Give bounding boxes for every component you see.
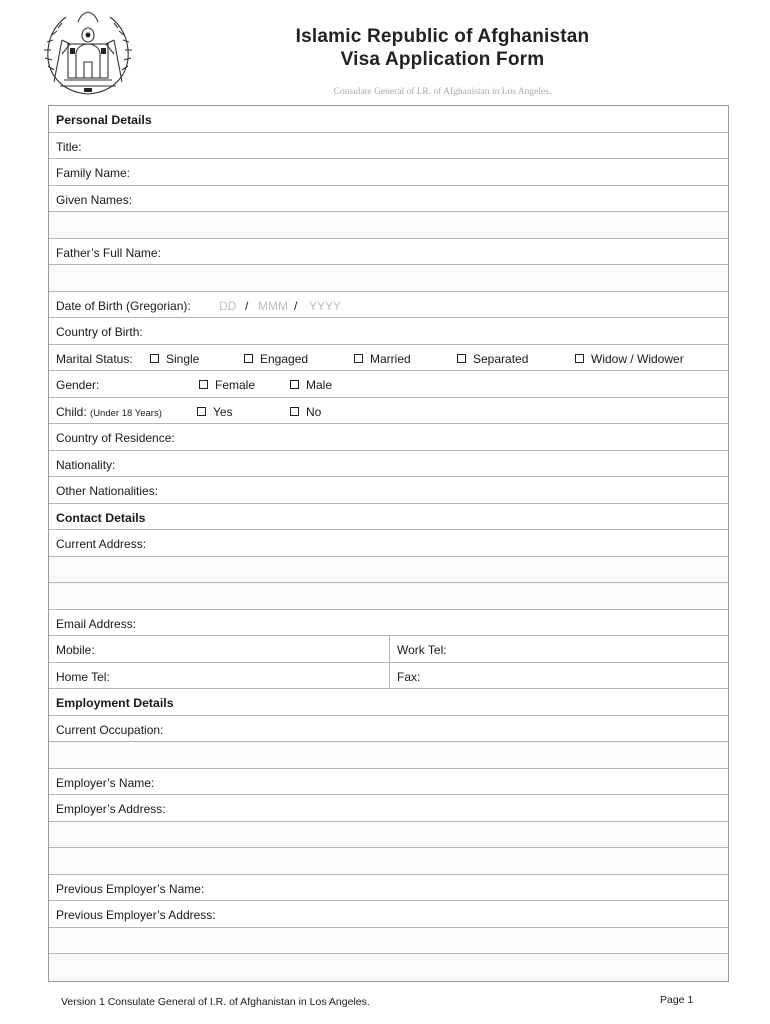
field-label: Family Name: (56, 166, 131, 180)
checkbox[interactable] (290, 380, 299, 389)
field-label: Current Address: (56, 537, 147, 551)
footer-version: Version 1 Consulate General of I.R. of Afghanistan in Los Angeles. (61, 996, 370, 1008)
section-contact-details (49, 504, 728, 531)
other-nationalities-field[interactable] (49, 477, 728, 504)
mobile-field[interactable]: Mobile: (56, 643, 95, 657)
father-name-continuation[interactable] (49, 265, 728, 292)
form-subtitle: Visa Application Form (340, 49, 545, 70)
checkbox[interactable] (150, 354, 159, 363)
dob-separator: / (245, 298, 249, 313)
dob-day-placeholder: DD (219, 298, 237, 313)
marital-option-separated[interactable]: Separated (457, 352, 528, 366)
field-label: Given Names: (56, 192, 133, 207)
address-continuation[interactable] (49, 557, 728, 584)
form-title: Islamic Republic of Afghanistan (295, 26, 590, 47)
field-label: Nationality: (56, 457, 116, 472)
consulate-subtitle: Consulate General of I.R. of Afghanistan in Los Angeles. (333, 87, 552, 97)
gender-option-male[interactable]: Male (290, 378, 332, 392)
section-heading: Personal Details (56, 113, 152, 127)
field-label: Country of Residence: (56, 431, 175, 445)
home-tel-field[interactable]: Home Tel: (56, 669, 110, 684)
previous-employer-address-continuation[interactable] (49, 954, 728, 981)
marital-option-engaged[interactable]: Engaged (244, 352, 308, 366)
previous-employer-name-field[interactable] (49, 875, 728, 902)
child-age-note: (Under 18 Years) (90, 407, 162, 419)
field-label: Other Nationalities: (56, 484, 159, 498)
page-number: Page 1 (660, 994, 694, 1006)
given-names-field[interactable] (49, 186, 728, 213)
previous-employer-address-continuation[interactable] (49, 928, 728, 955)
employer-address-continuation[interactable] (49, 848, 728, 875)
child-option-no[interactable]: No (290, 405, 321, 419)
field-label: Title: (56, 139, 82, 154)
checkbox[interactable] (197, 407, 206, 416)
field-label: Previous Employer’s Address: (56, 908, 216, 922)
fax-field[interactable]: Fax: (397, 669, 421, 684)
family-name-field[interactable] (49, 159, 728, 186)
field-label: Child: (56, 404, 87, 419)
current-occupation-field[interactable] (49, 716, 728, 743)
field-label: Gender: (56, 378, 100, 392)
mobile-work-tel-row (49, 636, 728, 663)
employer-address-field[interactable] (49, 795, 728, 822)
field-label: Email Address: (56, 616, 137, 631)
work-tel-field[interactable]: Work Tel: (397, 643, 447, 657)
father-name-field[interactable] (49, 239, 728, 266)
checkbox[interactable] (199, 380, 208, 389)
email-field[interactable] (49, 610, 728, 637)
section-heading: Contact Details (56, 510, 146, 525)
afghanistan-emblem (40, 10, 136, 100)
checkbox[interactable] (457, 354, 466, 363)
field-label: Current Occupation: (56, 722, 164, 737)
checkbox[interactable] (244, 354, 253, 363)
column-divider (389, 663, 390, 689)
country-of-residence-field[interactable] (49, 424, 728, 451)
date-of-birth-field[interactable] (49, 292, 728, 319)
dob-separator: / (294, 298, 298, 313)
marital-option-widow[interactable]: Widow / Widower (575, 352, 684, 366)
nationality-field[interactable] (49, 451, 728, 478)
occupation-continuation[interactable] (49, 742, 728, 769)
home-tel-fax-row (49, 663, 728, 690)
employer-name-field[interactable] (49, 769, 728, 796)
child-option-yes[interactable]: Yes (197, 405, 233, 419)
field-label: Marital Status: (56, 351, 133, 366)
field-label: Father’s Full Name: (56, 245, 161, 260)
employer-address-continuation[interactable] (49, 822, 728, 849)
checkbox[interactable] (354, 354, 363, 363)
section-heading: Employment Details (56, 696, 174, 710)
section-personal-details (49, 106, 728, 133)
field-label: Employer’s Name: (56, 775, 155, 790)
gender-option-female[interactable]: Female (199, 378, 255, 392)
marital-option-single[interactable]: Single (150, 352, 199, 366)
marital-option-married[interactable]: Married (354, 352, 411, 366)
visa-application-form (48, 105, 729, 982)
gender-field (49, 371, 728, 398)
title-field[interactable] (49, 133, 728, 160)
section-employment-details (49, 689, 728, 716)
given-names-continuation[interactable] (49, 212, 728, 239)
field-label: Date of Birth (Gregorian): (56, 298, 191, 313)
previous-employer-address-field[interactable] (49, 901, 728, 928)
field-label: Employer’s Address: (56, 802, 166, 816)
field-label: Country of Birth: (56, 325, 143, 339)
dob-year-placeholder: YYYY (309, 298, 342, 313)
dob-month-placeholder: MMM (258, 298, 288, 313)
marital-status-field (49, 345, 728, 372)
current-address-field[interactable] (49, 530, 728, 557)
field-label: Previous Employer’s Name: (56, 881, 205, 896)
checkbox[interactable] (575, 354, 584, 363)
column-divider (389, 636, 390, 662)
country-of-birth-field[interactable] (49, 318, 728, 345)
checkbox[interactable] (290, 407, 299, 416)
address-continuation[interactable] (49, 583, 728, 610)
child-field (49, 398, 728, 425)
